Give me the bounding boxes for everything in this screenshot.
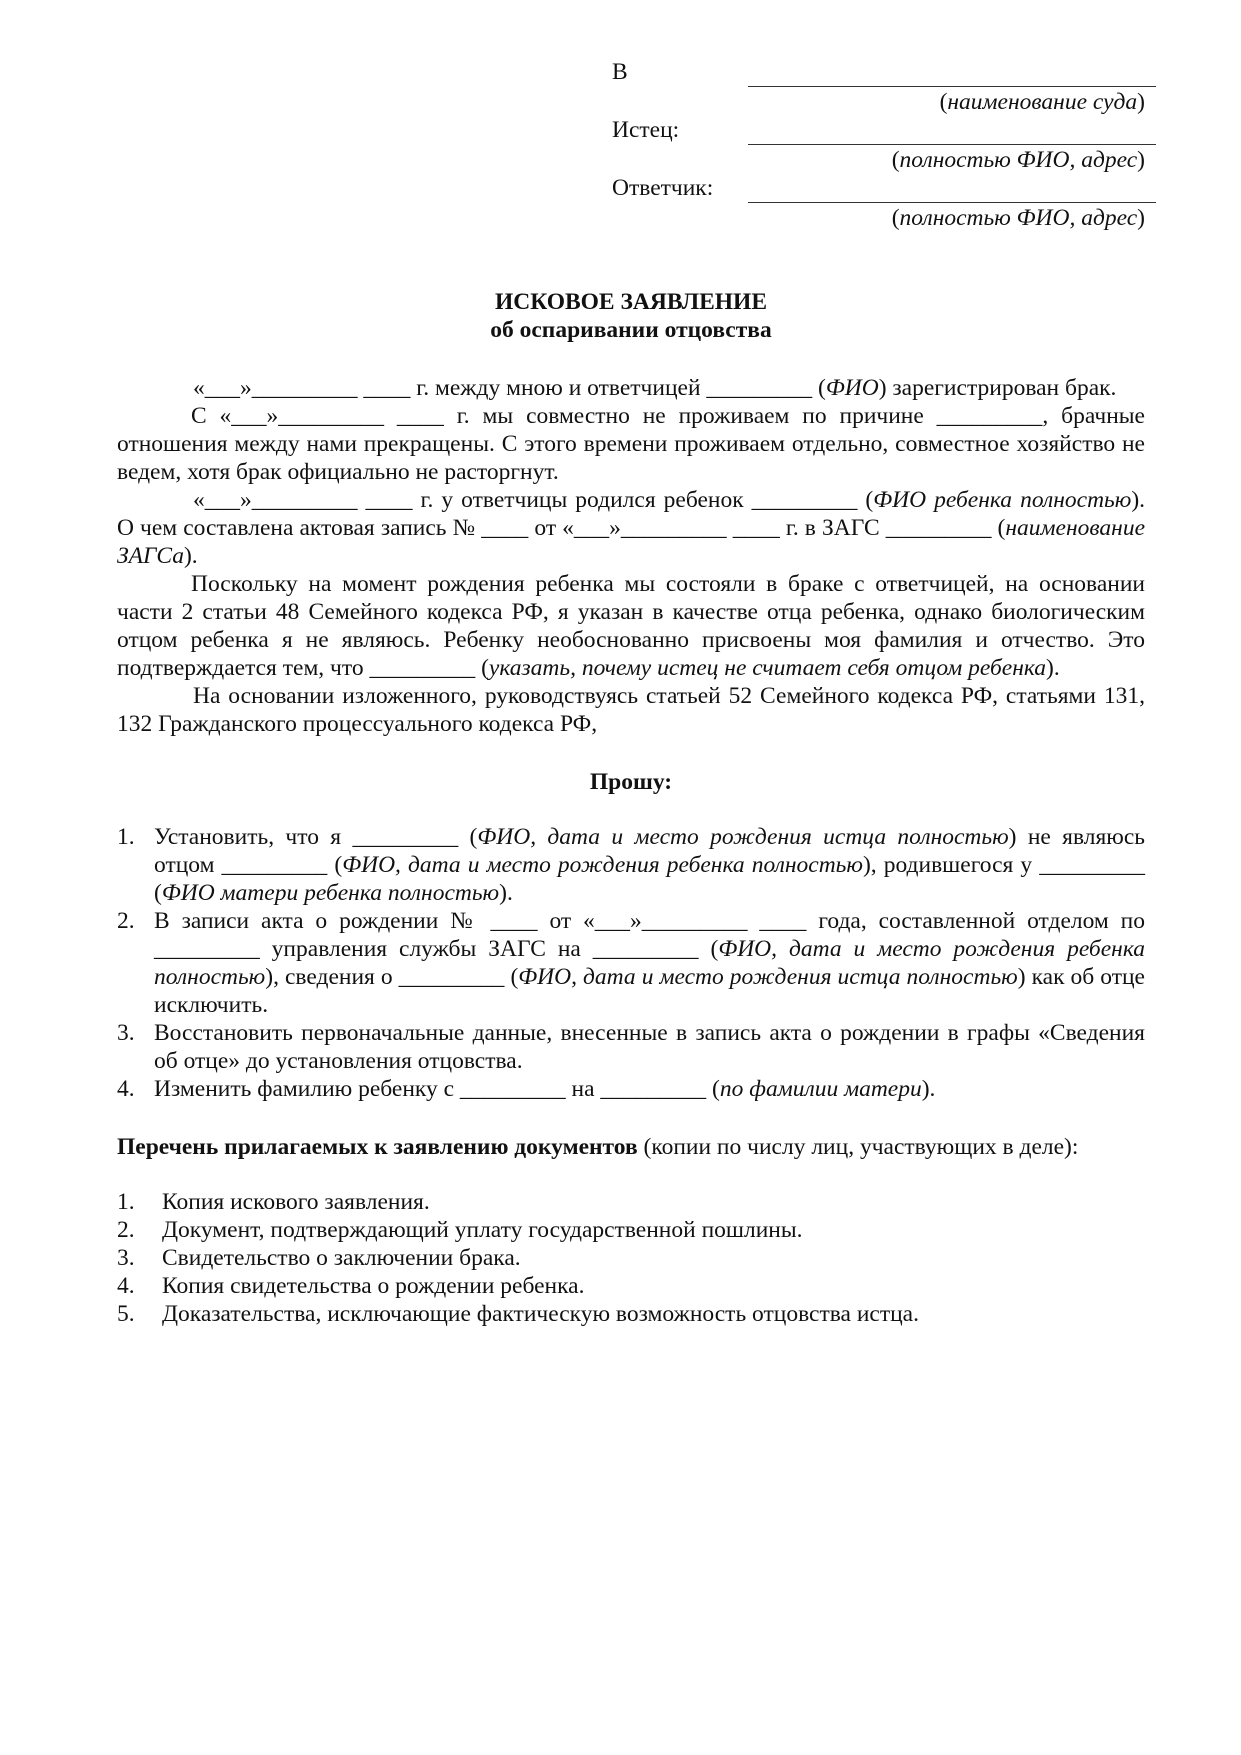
paragraph-child-birth: «___»_________ ____ г. у ответчицы родился ребенок _________ (ФИО ребенка полностью). О чем составлена актовая запись № ____ от «___»_________ ____ г. в ЗАГС _________ (наименование ЗАГСа). [117, 487, 1146, 569]
defendant-line [748, 202, 1156, 203]
request-item: 1. Установить, что я _________ (ФИО, дата и место рождения истца полностью) не являюсь отцом _________ (ФИО, дата и место рождения ребенка полностью), родившегося у _________ (ФИО матери ребенка полностью). [117, 824, 1145, 906]
attachment-item: 3. Свидетельство о заключении брака. [117, 1245, 521, 1271]
attachments-heading: Перечень прилагаемых к заявлению документов (копии по числу лиц, участвующих в деле): [117, 1134, 1079, 1160]
plaintiff-line [748, 144, 1156, 145]
document-subtitle: об оспаривании отцовства [490, 317, 772, 343]
request-item: 3. Восстановить первоначальные данные, внесенные в запись акта о рождении в графы «Сведения об отце» до установления отцовства. [117, 1020, 1145, 1074]
defendant-note: (полностью ФИО, адрес) [891, 205, 1145, 231]
court-line [748, 86, 1156, 87]
paragraph-marriage: «___»_________ ____ г. между мною и ответчицей _________ (ФИО) зарегистрирован брак. [193, 375, 1117, 401]
paragraph-grounds: Поскольку на момент рождения ребенка мы состояли в браке с ответчицей, на основании части 2 статьи 48 Семейного кодекса РФ, я указан в качестве отца ребенка, однако биологическим отцом ребенка я не являюсь. Ребенку необоснованно присвоены моя фамилия и отчество. Это подтверждается тем, что _________ (указать, почему истец не считает себя отцом ребенка). [117, 571, 1145, 681]
paragraph-separation: С «___»_________ ____ г. мы совместно не проживаем по причине _________, брачные отношения между нами прекращены. С этого времени проживаем отдельно, совместное хозяйство не ведем, хотя брак официально не расторгнут. [117, 403, 1145, 485]
attachment-item: 2. Документ, подтверждающий уплату государственной пошлины. [117, 1217, 803, 1243]
court-note: (наименование суда) [939, 89, 1145, 115]
attachment-item: 5. Доказательства, исключающие фактическую возможность отцовства истца. [117, 1301, 919, 1327]
request-heading: Прошу: [589, 769, 673, 795]
attachments-list [117, 1188, 1145, 1328]
defendant-label: Ответчик: [612, 175, 714, 201]
request-item: 2. В записи акта о рождении № ____ от «___»_________ ____ года, составленной отделом по _________ управления службы ЗАГС на _________ (ФИО, дата и место рождения ребенка полностью), сведения о _________ (ФИО, дата и место рождения истца полностью) как об отце исключить. [117, 908, 1145, 1018]
claim-body [117, 374, 1145, 1328]
request-item: 4. Изменить фамилию ребенку с _________ на _________ (по фамилии матери). [117, 1076, 936, 1102]
attachment-item: 4. Копия свидетельства о рождении ребенка. [117, 1273, 585, 1299]
document-title: ИСКОВОЕ ЗАЯВЛЕНИЕ [494, 289, 768, 315]
court-label: В [612, 59, 628, 85]
request-list [117, 823, 1145, 1103]
plaintiff-label: Истец: [612, 117, 680, 143]
attachment-item: 1. Копия искового заявления. [117, 1189, 430, 1215]
paragraph-legal-basis: На основании изложенного, руководствуясь статьей 52 Семейного кодекса РФ, статьями 131, 132 Гражданского процессуального кодекса РФ, [117, 683, 1145, 737]
plaintiff-note: (полностью ФИО, адрес) [891, 147, 1145, 173]
